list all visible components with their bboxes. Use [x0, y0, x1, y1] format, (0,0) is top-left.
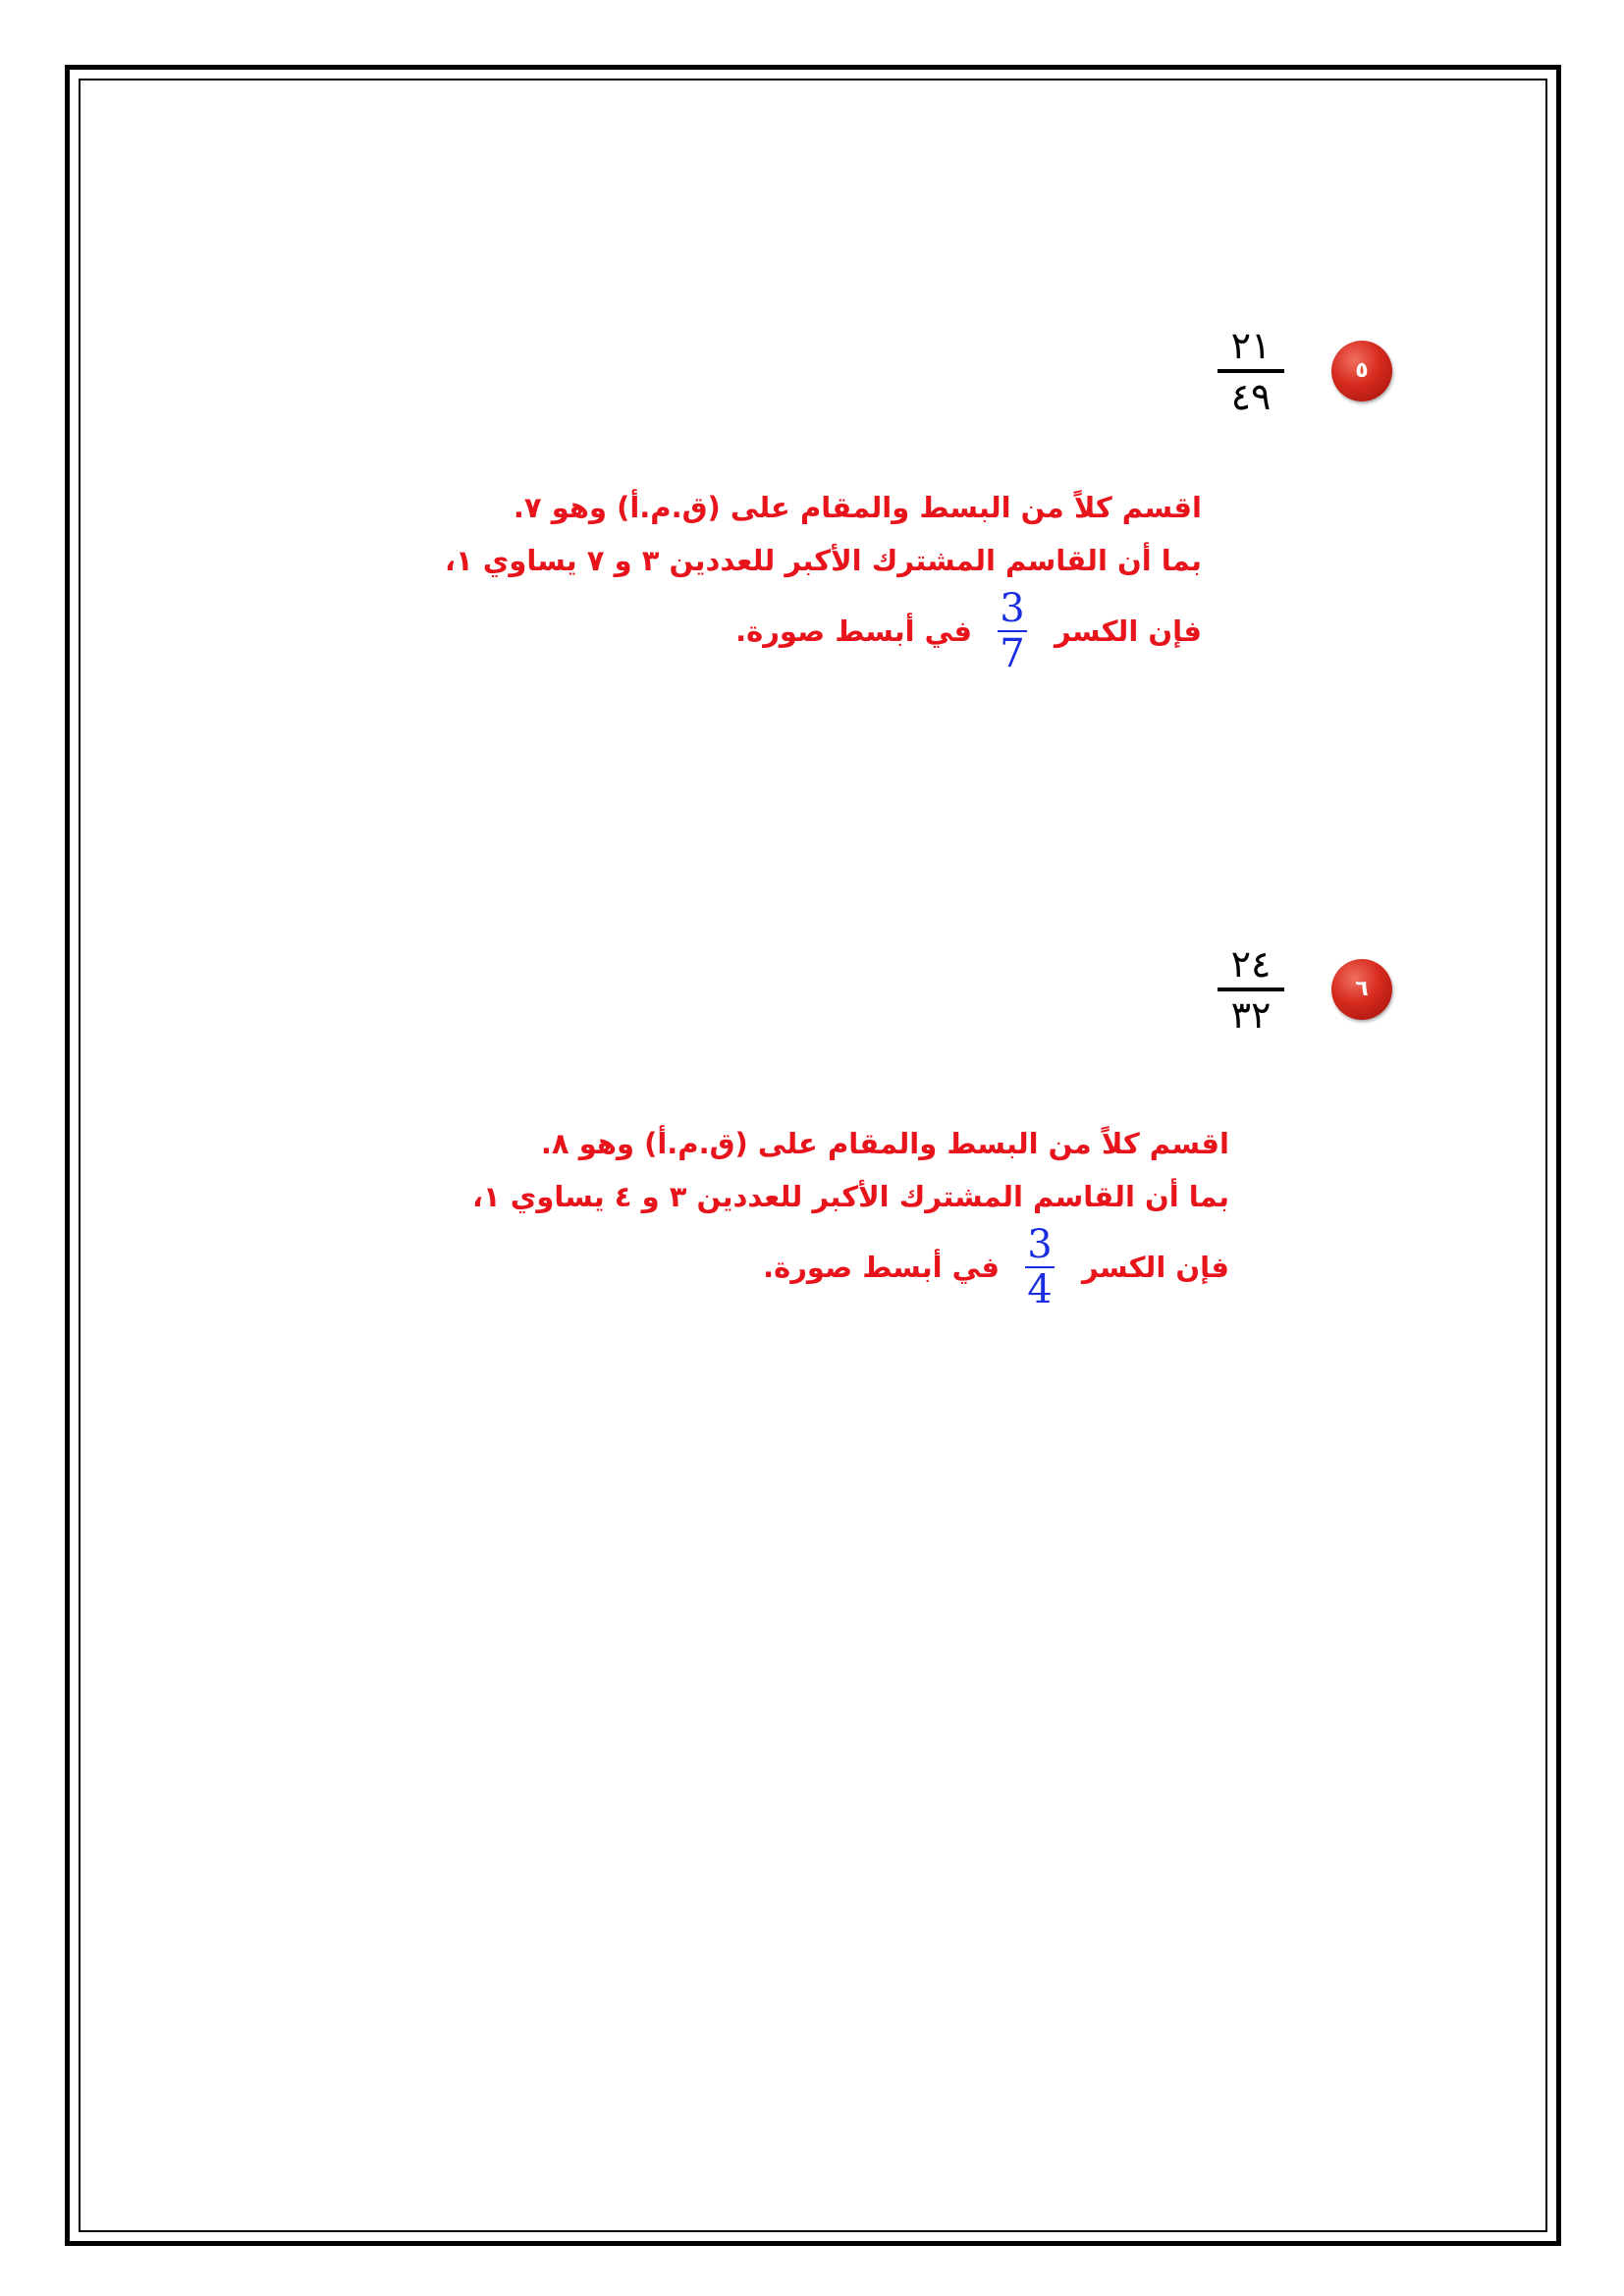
fraction-denominator: ٣٢ — [1230, 993, 1272, 1037]
solution-line-3-suffix: في أبسط صورة. — [735, 614, 973, 648]
problem-5-solution — [445, 481, 1202, 675]
answer-denominator: 7 — [1000, 631, 1025, 676]
solution-line-3 — [472, 1223, 1229, 1311]
solution-line-2: بما أن القاسم المشترك الأكبر للعددين ٣ و ٤ يساوي ١، — [471, 1180, 1229, 1213]
problem-6-fraction — [1214, 944, 1288, 1035]
problem-number-badge — [1331, 341, 1392, 401]
solution-line-3 — [445, 587, 1202, 675]
fraction-numerator: ٢٤ — [1230, 942, 1272, 986]
answer-fraction — [998, 586, 1027, 676]
problem-6-solution — [472, 1117, 1229, 1311]
fraction-bar — [1218, 369, 1284, 373]
answer-fraction — [1025, 1222, 1055, 1312]
solution-line-1: اقسم كلاً من البسط والمقام على (ق.م.أ) وهو ٨. — [540, 1127, 1229, 1160]
problem-6-header — [1214, 944, 1392, 1035]
solution-line-3-prefix: فإن الكسر — [1055, 614, 1202, 648]
fraction-bar — [1218, 988, 1284, 991]
fraction-denominator: ٤٩ — [1230, 375, 1272, 418]
solution-line-3-suffix: في أبسط صورة. — [763, 1251, 1001, 1284]
solution-line-3-prefix: فإن الكسر — [1082, 1251, 1229, 1284]
badge-number: ٦ — [1355, 977, 1369, 1001]
badge-number: ٥ — [1355, 358, 1369, 383]
solution-line-2: بما أن القاسم المشترك الأكبر للعددين ٣ و ٧ يساوي ١، — [444, 544, 1202, 577]
answer-denominator: 4 — [1027, 1267, 1053, 1312]
answer-numerator: 3 — [1000, 586, 1025, 631]
solution-line-1: اقسم كلاً من البسط والمقام على (ق.م.أ) وهو ٧. — [513, 491, 1202, 524]
problem-5-header — [1214, 326, 1392, 416]
problem-5-fraction — [1214, 326, 1288, 416]
fraction-numerator: ٢١ — [1230, 324, 1272, 367]
answer-numerator: 3 — [1027, 1222, 1053, 1267]
problem-number-badge — [1331, 959, 1392, 1020]
